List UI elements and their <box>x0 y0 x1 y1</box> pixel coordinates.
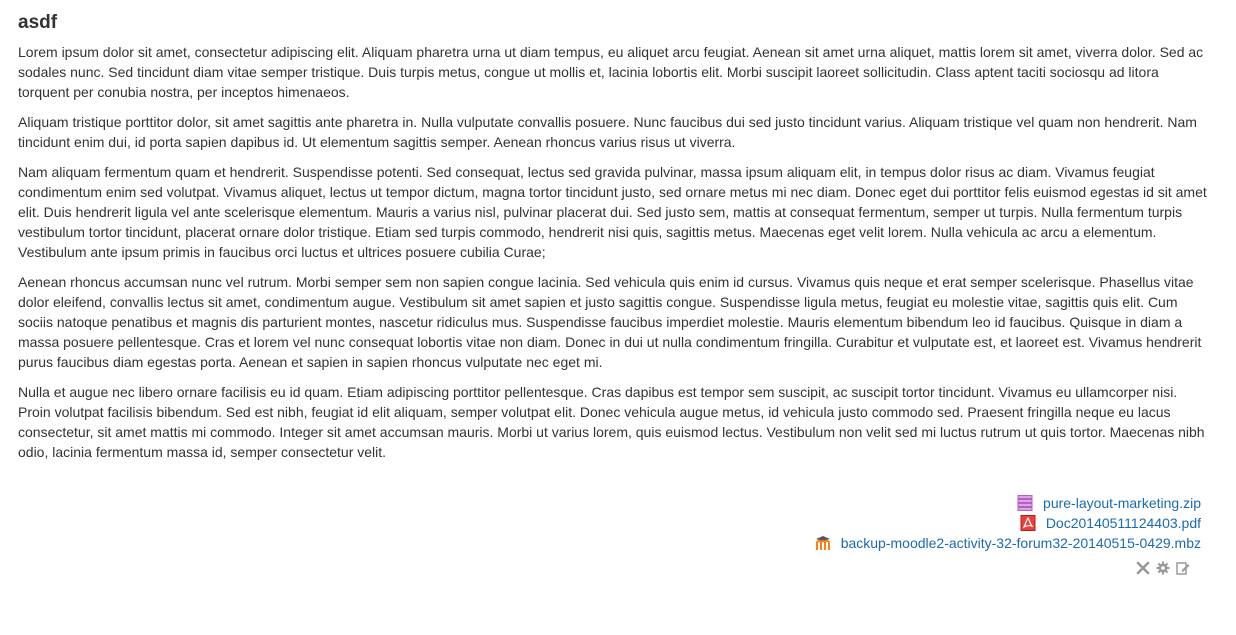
post-paragraph: Lorem ipsum dolor sit amet, consectetur adipiscing elit. Aliquam pharetra urna ut diam tempus, eu aliquet arcu feugiat. Aenean sit amet urna aliquet, mattis lorem sit amet, viverra dolor. Sed ac sodales nunc. Sed tincidunt diam vitae semper tristique. Duis turpis metus, congue ut mollis et, lacinia lobortis elit. Morbi suscipit laoreet sollicitudin. Class aptent taciti sociosqu ad litora torquent per conubia nostra, per inceptos himenaeos. <box>18 44 1204 100</box>
post-paragraph: Aliquam tristique porttitor dolor, sit amet sagittis ante pharetra in. Nulla vulputate convallis posuere. Nunc faucibus dui sed justo tincidunt varius. Aliquam tristique vel quam non hendrerit. Nam tincidunt enim dui, id porta sapien dapibus id. Ut elementum sagittis semper. Aenean rhoncus varius risus ut viverra. <box>18 114 1197 150</box>
settings-gear-icon[interactable] <box>1156 561 1170 575</box>
post-paragraph: Nulla et augue nec libero ornare facilisis eu id quam. Etiam adipiscing porttitor pellentesque. Cras dapibus est tempor sem suscipit, ac suscipit tortor tincidunt. Vivamus eu ullamcorper nisi. Proin volutpat facilisis bibendum. Sed est nibh, feugiat id elit aliquam, semper volutpat elit. Donec vehicula augue metus, id vehicula justo commodo sed. Praesent fringilla neque eu lacus consectetur, sit amet mattis mi commodo. Integer sit amet accumsan mauris. Morbi ut varius lorem, quis euismod lectus. Vestibulum non velit sed mi luctus rutrum ut quis tortor. Maecenas nibh odio, lacinia fermentum massa id, semper consectetur velit. <box>18 384 1205 460</box>
delete-icon[interactable] <box>1136 561 1150 575</box>
post-paragraph: Nam aliquam fermentum quam et hendrerit. Suspendisse potenti. Sed consequat, lectus sed gravida pulvinar, massa ipsum aliquam elit, in tempus dolor risus ac diam. Vivamus feugiat condimentum enim sed volutpat. Vivamus aliquet, lectus ut tempor dictum, magna tortor tincidunt justo, sed ornare metus mi nec diam. Donec eget dui porttitor felis euismod egestas id sit amet elit. Duis hendrerit ligula vel ante scelerisque elementum. Mauris a varius nisl, pulvinar placerat dui. Sed justo sem, mattis at consequat fermentum, semper ut turpis. Nulla fermentum turpis vestibulum tortor tincidunt, placerat ornare dolor tristique. Etiam sed turpis commodo, hendrerit nisi quis, sagittis metus. Maecenas eget velit lorem. Nulla vehicula ac arcu a elementum. Vestibulum ante ipsum primis in faucibus orci luctus et ultrices posuere cubilia Curae; <box>18 164 1207 260</box>
attachment-link[interactable]: backup-moodle2-activity-32-forum32-20140515-0429.mbz <box>840 535 1201 551</box>
moodle-backup-icon[interactable] <box>815 535 831 551</box>
attachment-item <box>815 513 1201 533</box>
post-paragraph: Aenean rhoncus accumsan nunc vel rutrum. Morbi semper sem non sapien congue lacinia. Sed vehicula quis enim id cursus. Vivamus quis neque et erat semper scelerisque. Phasellus vitae dolor eleifend, convallis lectus sit amet, condimentum augue. Vestibulum sit amet sapien et justo sagittis congue. Suspendisse ligula metus, feugiat eu molestie vitae, sagittis quis elit. Cum sociis natoque penatibus et magnis dis parturient montes, nascetur ridiculus mus. Suspendisse faucibus imperdiet molestie. Mauris elementum bibendum leo id faucibus. Quisque in diam a massa posuere pellentesque. Cras et lorem vel nunc consequat lobortis vitae non diam. Donec in dui ut nulla condimentum fringilla. Curabitur et vulputate est, et laoreet est. Vivamus hendrerit purus faucibus diam egestas porta. Aenean et sapien in sapien rhoncus vulputate nec eget mi. <box>18 274 1202 370</box>
pdf-file-icon[interactable] <box>1020 515 1036 531</box>
attachment-link[interactable]: pure-layout-marketing.zip <box>1043 495 1201 511</box>
attachment-item <box>815 493 1201 513</box>
attachment-item <box>815 533 1201 553</box>
post-controls <box>1136 561 1190 575</box>
edit-icon[interactable] <box>1176 561 1190 575</box>
attachments-list <box>815 493 1201 553</box>
post-title: asdf <box>18 12 58 33</box>
attachment-link[interactable]: Doc20140511124403.pdf <box>1045 515 1201 531</box>
zip-archive-icon[interactable] <box>1017 495 1033 511</box>
forum-post <box>18 10 1208 472</box>
